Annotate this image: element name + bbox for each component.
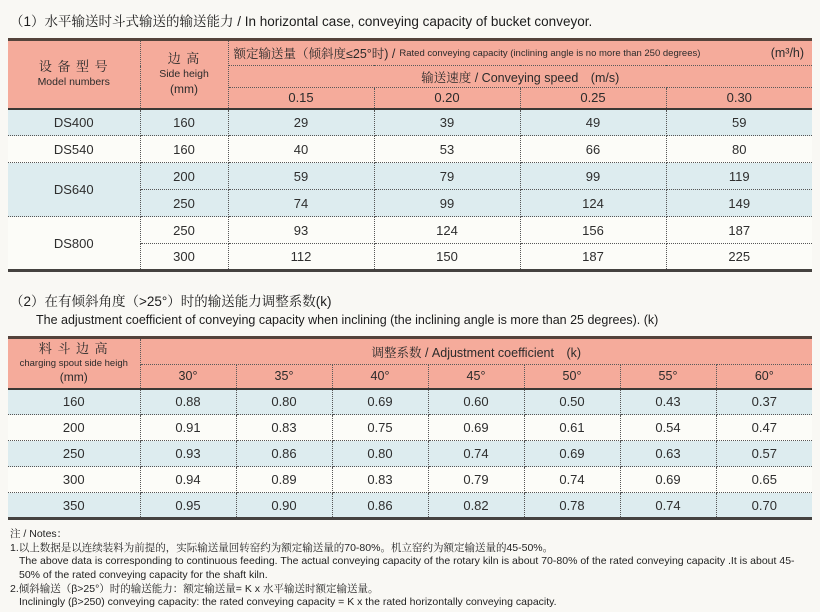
capacity-cell: 124 xyxy=(374,217,520,244)
model-cell: DS540 xyxy=(8,136,140,163)
note2-zh: 2.倾斜输送（β>25°）时的输送能力：额定输送量= K x 水平输送时额定输送量。 xyxy=(10,582,379,595)
coefficient-cell: 0.60 xyxy=(428,389,524,415)
capacity-cell: 156 xyxy=(520,217,666,244)
capacity-cell: 49 xyxy=(520,109,666,136)
rated-capacity-header-unit: (m³/h) xyxy=(770,46,805,60)
coefficient-cell: 0.74 xyxy=(620,493,716,519)
coefficient-cell: 0.37 xyxy=(716,389,812,415)
side-height-header-en: Side heigh xyxy=(159,68,209,81)
angle-header: 55° xyxy=(620,365,716,389)
side-height-cell: 300 xyxy=(140,244,228,271)
section1-title: （1）水平输送时斗式输送的输送能力 / In horizontal case, conveying capacity of bucket conveyor. xyxy=(10,14,593,29)
notes xyxy=(10,528,810,610)
model-cell: DS640 xyxy=(8,163,140,217)
spout-height-header-en: charging spout side heigh xyxy=(19,357,128,369)
capacity-cell: 39 xyxy=(374,109,520,136)
coefficient-table-header xyxy=(8,338,812,389)
capacity-cell: 59 xyxy=(666,109,812,136)
table-row xyxy=(8,389,812,415)
capacity-cell: 187 xyxy=(520,244,666,271)
table-row xyxy=(8,415,812,441)
spout-height-cell: 300 xyxy=(8,467,140,493)
notes-label: 注 / Notes： xyxy=(10,528,68,540)
capacity-table xyxy=(8,38,812,272)
angle-header: 45° xyxy=(428,365,524,389)
side-height-cell: 250 xyxy=(140,217,228,244)
capacity-cell: 66 xyxy=(520,136,666,163)
coefficient-cell: 0.65 xyxy=(716,467,812,493)
note2-en: Incliningly (β>250) conveying capacity: the rated conveying capacity = K x the rated horizontally conveying capacity. xyxy=(19,596,557,609)
speed-value-header: 0.20 xyxy=(374,88,520,109)
table-row xyxy=(8,217,812,244)
coefficient-cell: 0.54 xyxy=(620,415,716,441)
spout-height-cell: 200 xyxy=(8,415,140,441)
capacity-cell: 149 xyxy=(666,190,812,217)
coefficient-cell: 0.70 xyxy=(716,493,812,519)
angle-header: 40° xyxy=(332,365,428,389)
rated-capacity-header xyxy=(228,40,812,66)
coefficient-cell: 0.80 xyxy=(332,441,428,467)
capacity-cell: 80 xyxy=(666,136,812,163)
capacity-cell: 99 xyxy=(520,163,666,190)
coefficient-cell: 0.69 xyxy=(332,389,428,415)
table-row xyxy=(8,493,812,519)
table-row xyxy=(8,109,812,136)
coefficient-cell: 0.78 xyxy=(524,493,620,519)
note1-zh: 1.以上数据是以连续装料为前提的，实际输送量回转窑约为额定输送量的70-80%。机立窑约为额定输送量的45-50%。 xyxy=(10,541,554,554)
capacity-cell: 187 xyxy=(666,217,812,244)
capacity-cell: 124 xyxy=(520,190,666,217)
speed-value-header: 0.25 xyxy=(520,88,666,109)
coefficient-cell: 0.75 xyxy=(332,415,428,441)
capacity-cell: 150 xyxy=(374,244,520,271)
angle-header: 30° xyxy=(140,365,236,389)
coefficient-cell: 0.50 xyxy=(524,389,620,415)
capacity-cell: 93 xyxy=(228,217,374,244)
capacity-cell: 59 xyxy=(228,163,374,190)
spout-height-cell: 160 xyxy=(8,389,140,415)
side-height-header-unit: (mm) xyxy=(170,81,198,96)
side-height-cell: 160 xyxy=(140,109,228,136)
capacity-cell: 99 xyxy=(374,190,520,217)
angle-header: 60° xyxy=(716,365,812,389)
spout-height-cell: 350 xyxy=(8,493,140,519)
coefficient-cell: 0.88 xyxy=(140,389,236,415)
section2-title-zh: （2）在有倾斜角度（>25°）时的输送能力调整系数(k) xyxy=(10,294,332,309)
spout-height-column-header xyxy=(8,338,140,389)
coefficient-cell: 0.79 xyxy=(428,467,524,493)
spout-height-header-zh: 料 斗 边 高 xyxy=(38,340,109,356)
coefficient-cell: 0.69 xyxy=(524,441,620,467)
capacity-cell: 29 xyxy=(228,109,374,136)
table-row xyxy=(8,467,812,493)
conveying-speed-header: 输送速度 / Conveying speed (m/s) xyxy=(228,66,812,88)
coefficient-cell: 0.63 xyxy=(620,441,716,467)
model-cell: DS400 xyxy=(8,109,140,136)
adjustment-coefficient-header: 调整系数 / Adjustment coefficient (k) xyxy=(140,338,812,365)
coefficient-cell: 0.82 xyxy=(428,493,524,519)
coefficient-cell: 0.69 xyxy=(428,415,524,441)
model-column-header xyxy=(8,40,140,109)
coefficient-cell: 0.86 xyxy=(332,493,428,519)
side-height-column-header xyxy=(140,40,228,109)
coefficient-cell: 0.74 xyxy=(524,467,620,493)
coefficient-cell: 0.47 xyxy=(716,415,812,441)
capacity-cell: 112 xyxy=(228,244,374,271)
side-height-header-zh: 边 高 xyxy=(167,51,201,67)
coefficient-cell: 0.74 xyxy=(428,441,524,467)
capacity-cell: 119 xyxy=(666,163,812,190)
coefficient-cell: 0.57 xyxy=(716,441,812,467)
spout-height-header-unit: (mm) xyxy=(59,370,88,385)
coefficient-cell: 0.90 xyxy=(236,493,332,519)
coefficient-cell: 0.93 xyxy=(140,441,236,467)
coefficient-cell: 0.94 xyxy=(140,467,236,493)
table-row xyxy=(8,163,812,190)
side-height-cell: 250 xyxy=(140,190,228,217)
angle-header: 50° xyxy=(524,365,620,389)
coefficient-cell: 0.61 xyxy=(524,415,620,441)
spout-height-cell: 250 xyxy=(8,441,140,467)
model-cell: DS800 xyxy=(8,217,140,271)
capacity-cell: 74 xyxy=(228,190,374,217)
side-height-cell: 200 xyxy=(140,163,228,190)
rated-capacity-header-en: Rated conveying capacity (inclining angle is no more than 250 degrees) xyxy=(399,47,701,59)
adjustment-coefficient-table xyxy=(8,336,812,520)
table-row xyxy=(8,441,812,467)
model-header-en: Model numbers xyxy=(37,75,110,88)
coefficient-cell: 0.69 xyxy=(620,467,716,493)
capacity-cell: 79 xyxy=(374,163,520,190)
coefficient-cell: 0.83 xyxy=(332,467,428,493)
model-header-zh: 设 备 型 号 xyxy=(38,58,109,74)
capacity-cell: 53 xyxy=(374,136,520,163)
coefficient-cell: 0.91 xyxy=(140,415,236,441)
capacity-table-header xyxy=(8,40,812,109)
speed-value-header: 0.30 xyxy=(666,88,812,109)
capacity-cell: 225 xyxy=(666,244,812,271)
angle-header: 35° xyxy=(236,365,332,389)
rated-capacity-header-zh: 额定输送量（倾斜度≤25°时) / xyxy=(233,47,396,61)
coefficient-cell: 0.95 xyxy=(140,493,236,519)
coefficient-cell: 0.80 xyxy=(236,389,332,415)
coefficient-cell: 0.43 xyxy=(620,389,716,415)
coefficient-cell: 0.83 xyxy=(236,415,332,441)
section2-title-en: The adjustment coefficient of conveying capacity when inclining (the inclining angle is more than 25 degrees). (k) xyxy=(36,313,659,327)
capacity-cell: 40 xyxy=(228,136,374,163)
speed-value-header: 0.15 xyxy=(228,88,374,109)
coefficient-cell: 0.89 xyxy=(236,467,332,493)
note1-en: The above data is corresponding to continuous feeding. The actual conveying capacity of the rotary kiln is about 70-80% of the rated conveying capacity .It is about 45-50% of the rated conveying capacity for the shaft kiln. xyxy=(19,555,795,581)
section2-title xyxy=(10,290,810,327)
side-height-cell: 160 xyxy=(140,136,228,163)
coefficient-cell: 0.86 xyxy=(236,441,332,467)
table-row xyxy=(8,136,812,163)
